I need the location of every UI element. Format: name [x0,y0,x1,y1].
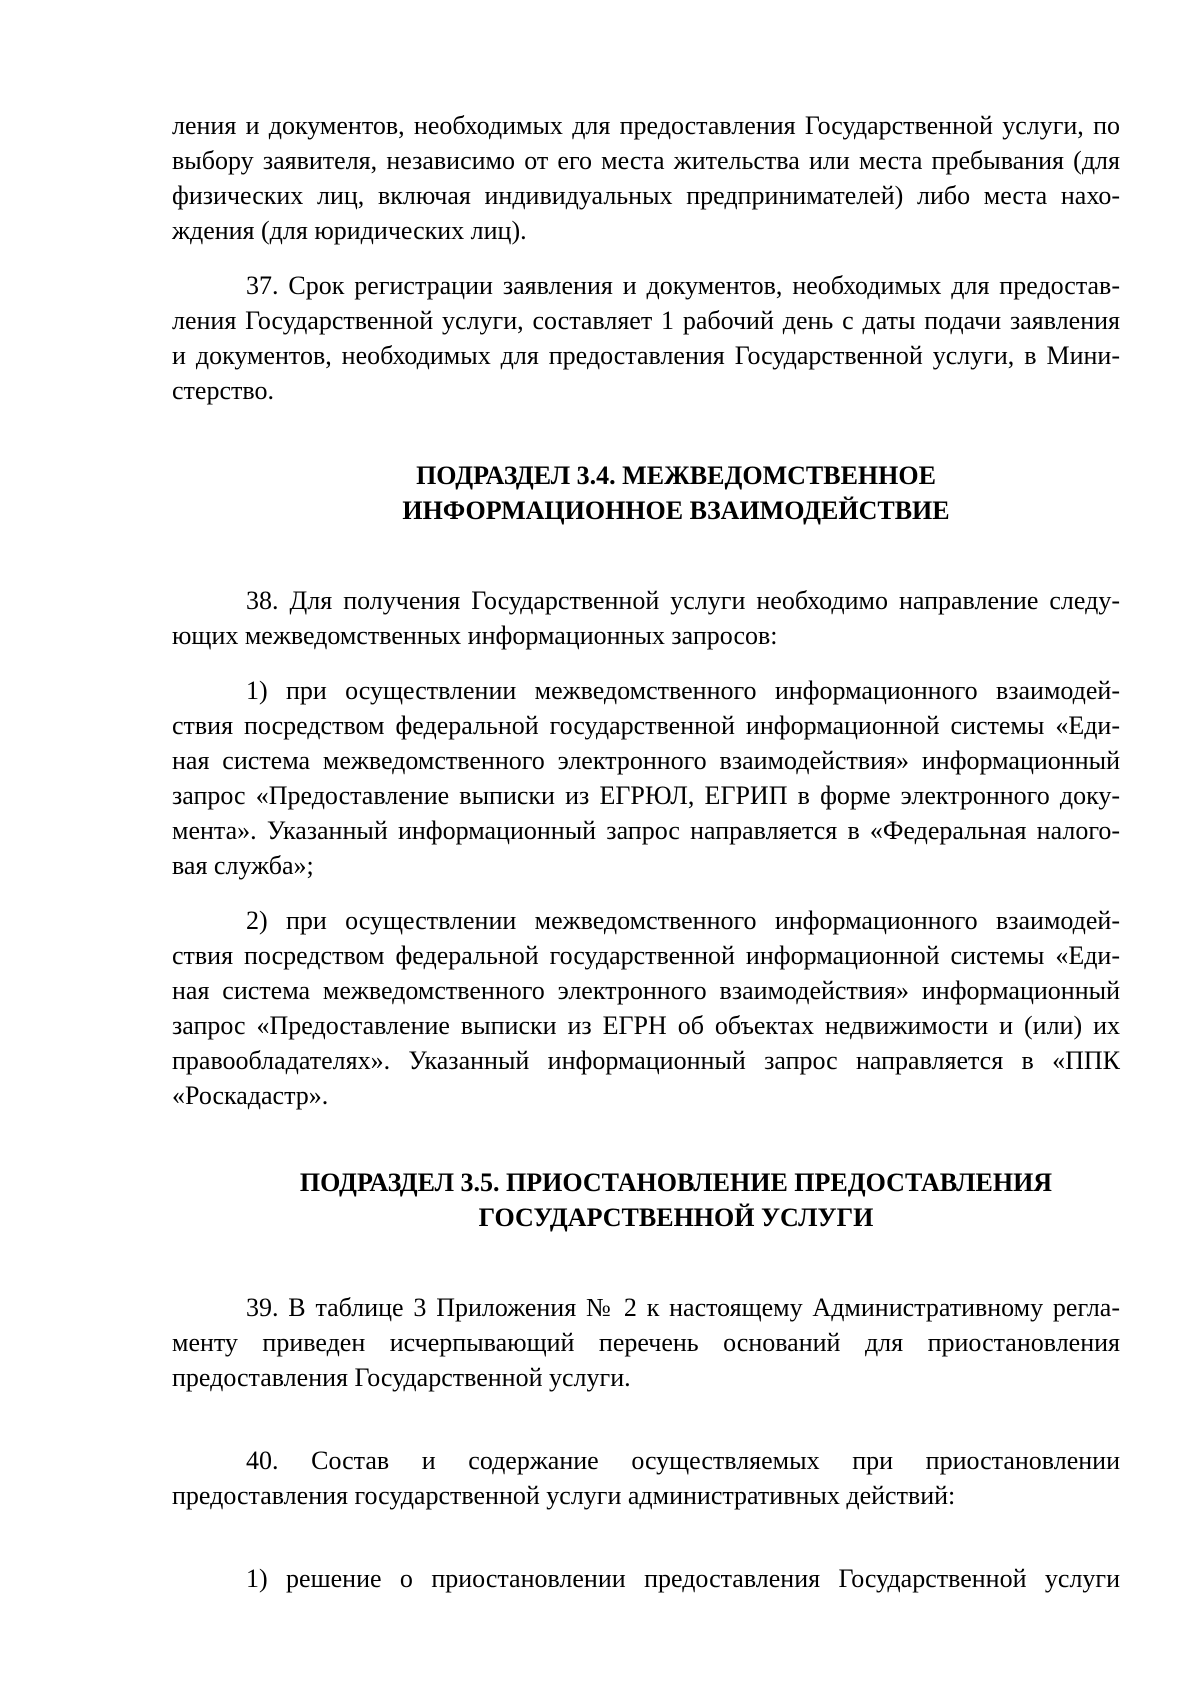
text-line: ющих межведомственных информационных запросов: [172,621,778,650]
text-line: ная система межведомственного электронного взаимодействия» информационный [172,746,1120,775]
text-line: физических лиц, включая индивидуальных предпринимателей) либо места нахо- [172,181,1120,210]
text-line: 1) при осуществлении межведомственного информационного взаимодей- [246,676,1120,705]
heading-line: ГОСУДАРСТВЕННОЙ УСЛУГИ [478,1203,874,1232]
section-heading-3-5 [172,1165,1120,1235]
text-line: вая служба»; [172,851,314,880]
text-line: предоставления государственной услуги административных действий: [172,1481,956,1510]
text-line: запрос «Предоставление выписки из ЕГРН об объектах недвижимости и (или) их [172,1011,1120,1040]
paragraph-38-item-1 [172,673,1120,883]
heading-line: ИНФОРМАЦИОННОЕ ВЗАИМОДЕЙСТВИЕ [402,496,950,525]
text-line: 39. В таблице 3 Приложения № 2 к настоящему Административному регла- [246,1293,1120,1322]
text-line: 1) решение о приостановлении предоставления Государственной услуги [246,1564,1120,1593]
section-heading-3-4 [172,458,1120,528]
text-line: мента». Указанный информационный запрос направляется в «Федеральная налого- [172,816,1120,845]
text-line: стерство. [172,376,274,405]
text-line: и документов, необходимых для предоставления Государственной услуги, в Мини- [172,341,1120,370]
document-page [172,108,1120,1616]
paragraph-39 [172,1290,1120,1395]
text-line: выбору заявителя, независимо от его места жительства или места пребывания (для [172,146,1120,175]
paragraph-37 [172,268,1120,408]
paragraph-38-item-2 [172,903,1120,1113]
heading-line: ПОДРАЗДЕЛ 3.5. ПРИОСТАНОВЛЕНИЕ ПРЕДОСТАВЛЕНИЯ [299,1168,1053,1197]
paragraph-38 [172,583,1120,653]
text-line: запрос «Предоставление выписки из ЕГРЮЛ, ЕГРИП в форме электронного доку- [172,781,1120,810]
text-line: ствия посредством федеральной государственной информационной системы «Еди- [172,941,1120,970]
paragraph-continuation [172,108,1120,248]
text-line: 37. Срок регистрации заявления и документов, необходимых для предостав- [246,271,1120,300]
text-line: ждения (для юридических лиц). [172,216,527,245]
text-line: «Роскадастр». [172,1081,329,1110]
text-line: предоставления Государственной услуги. [172,1363,631,1392]
text-line: 2) при осуществлении межведомственного информационного взаимодей- [246,906,1120,935]
text-line: 40. Состав и содержание осуществляемых при приостановлении [246,1446,1120,1475]
text-line: ствия посредством федеральной государственной информационной системы «Еди- [172,711,1120,740]
text-line: 38. Для получения Государственной услуги необходимо направление следу- [246,586,1120,615]
text-line: ления Государственной услуги, составляет 1 рабочий день с даты подачи заявления [172,306,1120,335]
text-line: ления и документов, необходимых для предоставления Государственной услуги, по [172,111,1120,140]
text-line: менту приведен исчерпывающий перечень оснований для приостановления [172,1328,1120,1357]
text-line: правообладателях». Указанный информационный запрос направляется в «ППК [172,1046,1120,1075]
paragraph-40 [172,1443,1120,1513]
text-line: ная система межведомственного электронного взаимодействия» информационный [172,976,1120,1005]
heading-line: ПОДРАЗДЕЛ 3.4. МЕЖВЕДОМСТВЕННОЕ [416,461,936,490]
paragraph-40-item-1 [172,1561,1120,1596]
